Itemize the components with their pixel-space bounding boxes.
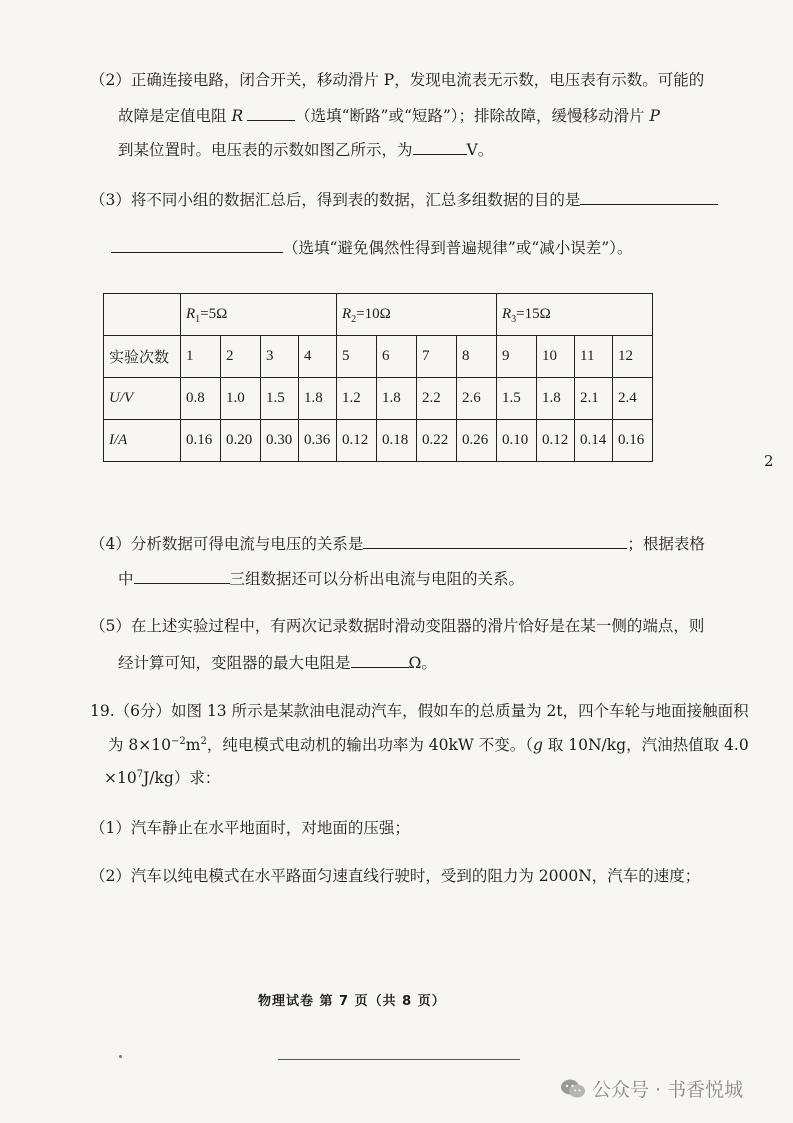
- q5-answer-blank-resistance[interactable]: [351, 651, 409, 668]
- current-cell: 0.26: [457, 420, 497, 462]
- voltage-cell: 2.6: [457, 378, 497, 420]
- current-cell: 0.14: [575, 420, 613, 462]
- wechat-icon: [560, 1078, 586, 1100]
- q5-line2-text-a: 经计算可知，变阻器的最大电阻是: [118, 654, 351, 672]
- current-cell: 0.22: [417, 420, 457, 462]
- q19-exponent-heat: 7: [136, 768, 144, 780]
- q2-answer-blank-fault[interactable]: [247, 104, 295, 121]
- trial-cell: 2: [221, 336, 261, 378]
- q19-line1: 19.（6分）如图 13 所示是某款油电混动汽车，假如车的总质量为 2t，四个车轮与地面接触面积: [90, 702, 749, 720]
- q2-line1: （2）正确连接电路，闭合开关，移动滑片 P，发现电流表无示数，电压表有示数。可能的: [90, 71, 705, 89]
- trial-cell: 7: [417, 336, 457, 378]
- q4-line2: [118, 567, 524, 589]
- trial-cell: 5: [337, 336, 377, 378]
- current-cell: 0.16: [181, 420, 221, 462]
- q19-line2: [108, 735, 749, 755]
- voltage-cell: 1.2: [337, 378, 377, 420]
- group-header-r2: $R_2=10\Omega$: [337, 294, 497, 336]
- q4-line1: [90, 532, 705, 554]
- q19-exponent-area: −2: [171, 735, 186, 747]
- q4-answer-blank-groups[interactable]: [134, 567, 230, 584]
- q2-answer-blank-voltage[interactable]: [413, 138, 467, 155]
- current-cell: 0.20: [221, 420, 261, 462]
- voltage-cell: 1.5: [497, 378, 537, 420]
- q3-line2: [111, 236, 632, 258]
- voltage-cell: 2.4: [613, 378, 653, 420]
- row-label-trials: 实验次数: [104, 336, 181, 378]
- current-cell: 0.36: [299, 420, 337, 462]
- q19-subquestion-2: （2）汽车以纯电模式在水平路面匀速直线行驶时，受到的阻力为 2000N，汽车的速度；: [90, 867, 701, 885]
- trial-cell: 6: [377, 336, 417, 378]
- q19-line3-text-b: J/kg）求：: [143, 769, 221, 787]
- table-corner-cell: [104, 294, 181, 336]
- q19-line3-text-a: ×10: [104, 769, 137, 787]
- q2-line3-text-b: V。: [466, 141, 494, 159]
- q2-var-r: R: [231, 107, 244, 125]
- q4-answer-blank-relation[interactable]: [363, 532, 627, 549]
- q2-line2-text-a: 故障是定值电阻: [118, 107, 232, 125]
- trial-cell: 9: [497, 336, 537, 378]
- q4-line1-text-a: （4）分析数据可得电流与电压的关系是: [90, 535, 364, 553]
- trial-cell: 4: [299, 336, 337, 378]
- q3-line2-text: （选填“避免偶然性得到普遍规律”或“减小误差”）。: [283, 239, 633, 257]
- q4-line2-text-b: 三组数据还可以分析出电流与电阻的关系。: [229, 570, 525, 588]
- q19-var-g: g: [532, 736, 543, 754]
- q19-line2-text-a: 为 8×10: [108, 736, 171, 754]
- q2-line2-text-b: （选填“断路”或“短路”）；排除故障，缓慢移动滑片: [295, 107, 650, 125]
- watermark: [560, 1075, 743, 1102]
- q19-line3: [104, 768, 220, 788]
- current-cell: 0.10: [497, 420, 537, 462]
- current-cell: 0.12: [537, 420, 575, 462]
- trial-cell: 12: [613, 336, 653, 378]
- group-header-r3: $R_3=15\Omega$: [497, 294, 653, 336]
- q2-line2: [118, 104, 660, 126]
- table-header-row: [104, 294, 653, 336]
- voltage-cell: 1.8: [299, 378, 337, 420]
- table-row-current: [104, 420, 653, 462]
- group-header-r1: $R_1=5\Omega$: [181, 294, 337, 336]
- current-cell: 0.16: [613, 420, 653, 462]
- q4-line2-text-a: 中: [118, 570, 134, 588]
- page-footer: 物理试卷 第 7 页（共 8 页）: [258, 994, 446, 1009]
- q19-unit-m: m: [185, 736, 201, 754]
- q19-line2-text-d: 取 10N/kg，汽油热值取 4.0: [542, 736, 749, 754]
- voltage-cell: 1.8: [377, 378, 417, 420]
- q19-line2-text-c: ，纯电模式电动机的输出功率为 40kW 不变。（: [206, 736, 533, 754]
- voltage-cell: 2.1: [575, 378, 613, 420]
- q2-line3: [118, 138, 493, 160]
- side-page-number: 2: [764, 452, 774, 470]
- table-row-voltage: [104, 378, 653, 420]
- trial-cell: 8: [457, 336, 497, 378]
- scan-speck: [119, 1055, 122, 1058]
- current-cell: 0.18: [377, 420, 417, 462]
- q3-answer-blank-a[interactable]: [580, 188, 718, 205]
- watermark-text: 公众号 · 书香悦城: [592, 1079, 744, 1101]
- trial-cell: 10: [537, 336, 575, 378]
- q5-line2-text-b: Ω。: [408, 654, 437, 672]
- voltage-cell: 2.2: [417, 378, 457, 420]
- trial-cell: 3: [261, 336, 299, 378]
- trial-cell: 11: [575, 336, 613, 378]
- row-label-voltage: U/V: [104, 378, 181, 420]
- trial-cell: 1: [181, 336, 221, 378]
- q19-exponent-square: 2: [200, 735, 207, 747]
- voltage-cell: 0.8: [181, 378, 221, 420]
- voltage-cell: 1.5: [261, 378, 299, 420]
- row-label-current: I/A: [104, 420, 181, 462]
- q3-line1: [90, 188, 718, 210]
- q2-var-p: P: [649, 107, 660, 125]
- current-cell: 0.30: [261, 420, 299, 462]
- current-cell: 0.12: [337, 420, 377, 462]
- q19-subquestion-1: （1）汽车静止在水平地面时，对地面的压强；: [90, 819, 410, 837]
- voltage-cell: 1.0: [221, 378, 261, 420]
- q4-line1-text-b: ；根据表格: [627, 535, 705, 553]
- experiment-data-table: [103, 293, 653, 462]
- q5-line2: [118, 651, 437, 673]
- q2-line3-text-a: 到某位置时。电压表的示数如图乙所示，为: [118, 141, 413, 159]
- voltage-cell: 1.8: [537, 378, 575, 420]
- q3-answer-blank-b[interactable]: [111, 236, 283, 253]
- q5-line1: （5）在上述实验过程中，有两次记录数据时滑动变阻器的滑片恰好是在某一侧的端点，则: [90, 617, 705, 635]
- q3-line1-text: （3）将不同小组的数据汇总后，得到表的数据，汇总多组数据的目的是: [90, 191, 581, 209]
- footer-divider: [278, 1059, 520, 1060]
- table-row-trials: [104, 336, 653, 378]
